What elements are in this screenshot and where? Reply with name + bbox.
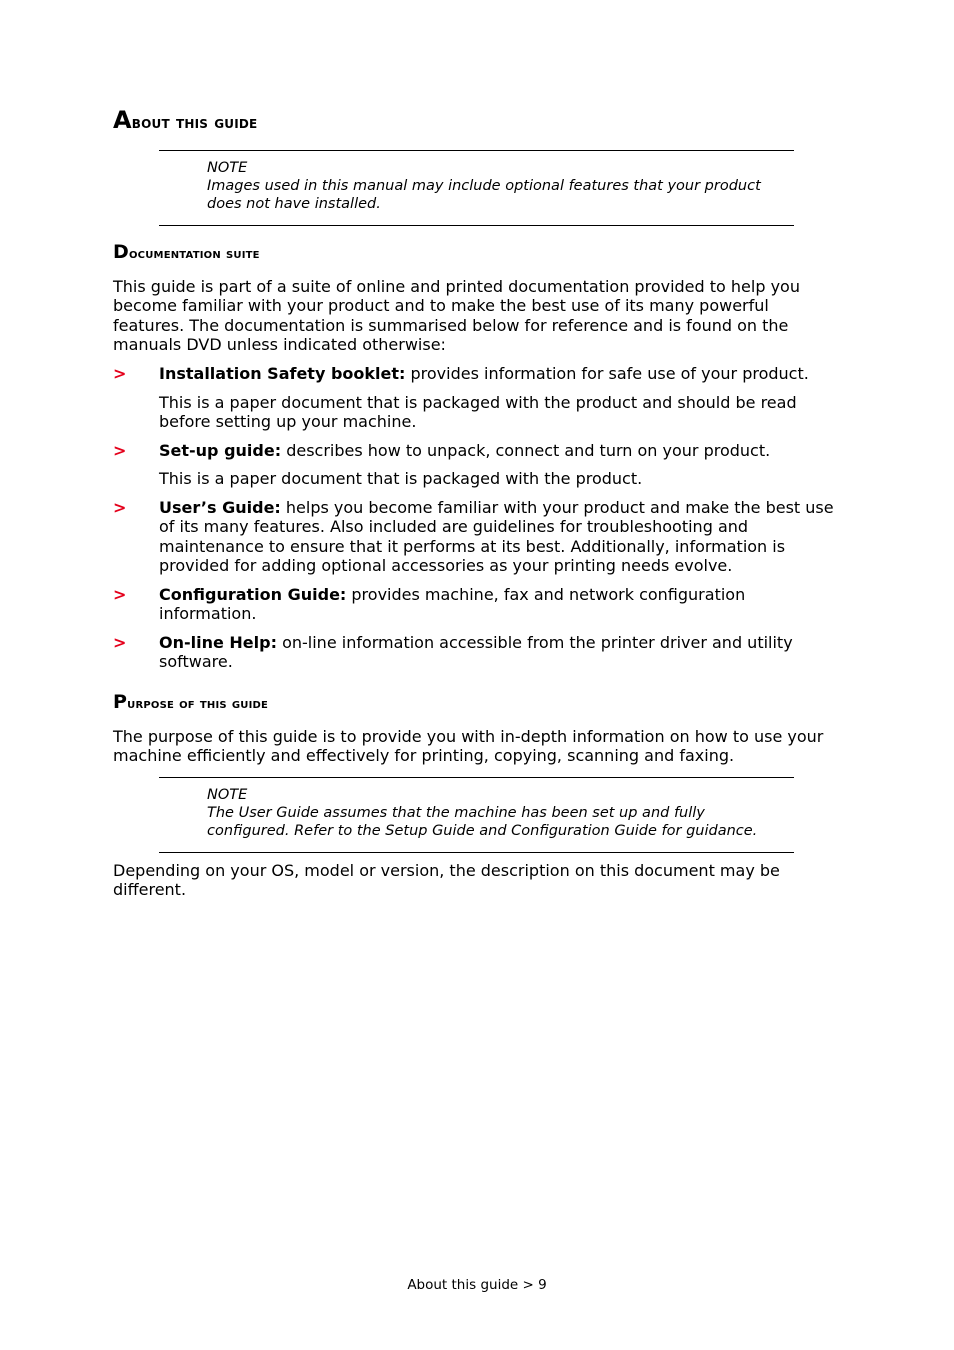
list-item-subtext: This is a paper document that is packaged with the product. <box>159 469 643 488</box>
list-item-setup-guide <box>159 441 844 460</box>
list-item-term: On-line Help: <box>159 633 277 652</box>
list-item-term: Configuration Guide: <box>159 585 347 604</box>
list-item-desc: helps you become familiar with your product and make the best use of its many features. Also included are guidelines for troubleshooting and maintenance to ensure that it performs at its best. Additionally, information is provided for adding optional accessories as your printing needs evolve. <box>159 498 834 575</box>
bullet-marker: > <box>113 364 127 383</box>
documentation-intro: This guide is part of a suite of online and printed documentation provided to help you become familiar with your product and to make the best use of its many powerful features. The documentation is summarised below for reference and is found on the manuals DVD unless indicated otherwise: <box>113 277 800 354</box>
section-heading-documentation-suite: Documentation suite <box>113 241 260 263</box>
list-item-desc: on-line information accessible from the printer driver and utility software. <box>159 633 793 672</box>
note-label: NOTE <box>207 787 248 803</box>
note-label: NOTE <box>207 160 248 176</box>
list-item-desc: provides information for safe use of your product. <box>405 364 809 383</box>
purpose-text: The purpose of this guide is to provide you with in-depth information on how to use your machine efficiently and effectively for printing, copying, scanning and faxing. <box>113 727 824 766</box>
note-text: The User Guide assumes that the machine has been set up and fully configured. Refer to the Setup Guide and Configuration Guide for guidance. <box>207 805 758 839</box>
page-title: About this guide <box>113 106 258 134</box>
list-item-users-guide <box>159 498 844 575</box>
section-heading-purpose: Purpose of this guide <box>113 691 269 713</box>
note-box-user-guide <box>159 777 794 853</box>
bullet-marker: > <box>113 585 127 604</box>
note-box-images <box>159 150 794 226</box>
list-item-configuration-guide <box>159 585 844 624</box>
bullet-marker: > <box>113 633 127 652</box>
list-item-subtext: This is a paper document that is packaged with the product and should be read before setting up your machine. <box>159 393 797 432</box>
bullet-marker: > <box>113 441 127 460</box>
list-item-desc: provides machine, fax and network configuration information. <box>159 585 746 624</box>
bullet-marker: > <box>113 498 127 517</box>
list-item-online-help <box>159 633 844 672</box>
list-item-term: Set-up guide: <box>159 441 282 460</box>
list-item-term: Installation Safety booklet: <box>159 364 406 383</box>
page-footer: About this guide > 9 <box>407 1277 547 1293</box>
note-text: Images used in this manual may include optional features that your product does not have installed. <box>207 178 761 212</box>
list-item-installation-safety <box>159 364 844 383</box>
list-item-term: User’s Guide: <box>159 498 281 517</box>
list-item-desc: describes how to unpack, connect and turn on your product. <box>281 441 771 460</box>
closing-text: Depending on your OS, model or version, the description on this document may be different. <box>113 861 780 900</box>
